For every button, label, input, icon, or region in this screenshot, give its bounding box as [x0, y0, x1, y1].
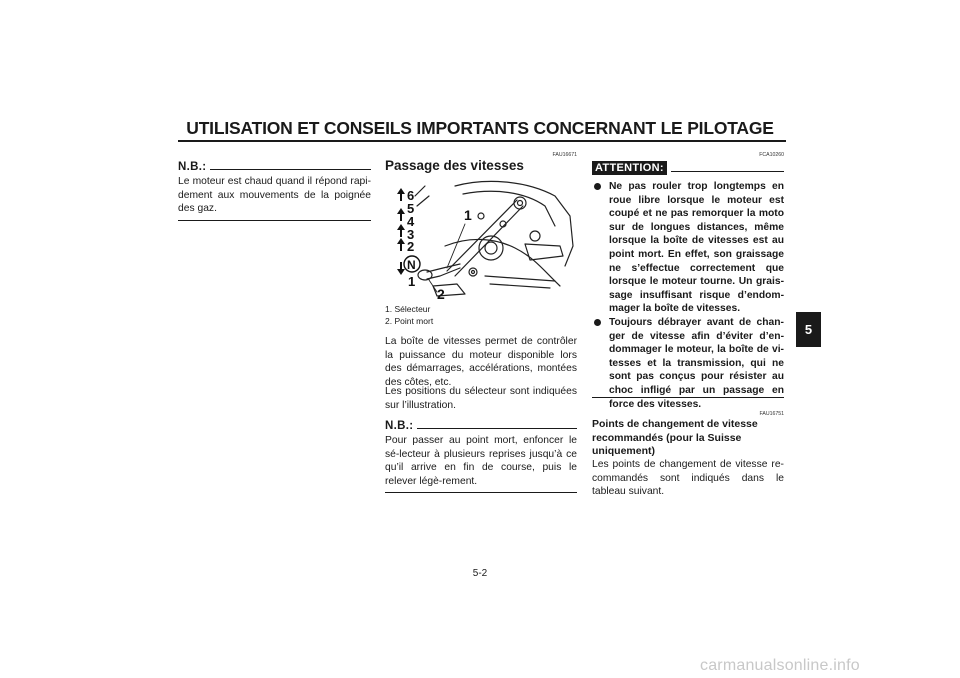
nb-text: Pour passer au point mort, enfoncer le sé-lecteur à plusieurs reprises jusqu’à ce qu’il arrive en fin de course, puis le relever légè-rement.: [385, 435, 577, 487]
middle-nb-block: [385, 420, 577, 493]
header-rule: [178, 140, 786, 142]
bullet-icon: [594, 319, 601, 326]
callout-2-label: 2: [437, 286, 445, 300]
caption-2: 2. Point mort: [385, 315, 434, 326]
caption-1: 1. Sélecteur: [385, 304, 431, 314]
subsection-code: FAU16751: [759, 411, 784, 417]
page-number: 5-2: [472, 568, 488, 579]
gear-label-1: 1: [408, 274, 416, 289]
bolt-2: [478, 213, 484, 219]
subsection-paragraph: Les points de changement de vitesse re-commandés sont indiqués dans le tableau suivant.: [592, 459, 784, 498]
nb-rule: [210, 169, 371, 170]
nb-end-rule: [385, 492, 577, 493]
bolt-4: [530, 231, 540, 241]
attention-item-text: Ne pas rouler trop longtemps en roue libre lorsque le moteur est coupé et ne pas remorquer la moto sur de longues distances, même lorsque la boîte de vitesses est au point mort. En effet, son graissage ne s’effectue correctement que lorsque le moteur tourne. Un grais-sage insuffisant risque d’endom-mager la boîte de vitesses.: [609, 181, 784, 315]
page-header-title: UTILISATION ET CONSEILS IMPORTANTS CONCERNANT LE PILOTAGE: [186, 118, 774, 138]
attention-header: [592, 161, 784, 175]
attention-item: [592, 180, 784, 316]
subsection-title: Points de changement de vitesse recommandés (pour la Suisse uniquement): [592, 418, 758, 457]
nb-text: Le moteur est chaud quand il répond rapi-dement aux mouvements de la poignée des gaz.: [178, 176, 371, 215]
nb-end-rule: [178, 220, 371, 221]
nb-label: N.B.:: [385, 420, 414, 432]
watermark: carmanualsonline.info: [700, 657, 860, 674]
bullet-icon: [594, 183, 601, 190]
gear-label-6: 6: [407, 188, 415, 203]
gear-label-n: N: [407, 258, 416, 272]
gear-shift-diagram: [385, 176, 577, 300]
attention-list: [592, 180, 784, 411]
linkage-pivot-top: [514, 197, 526, 209]
arrow-up-2: [397, 208, 405, 221]
attention-item-text: Toujours débrayer avant de chan-ger de vitesse afin d’éviter d’en-dommager le moteur, la boîte de vi-tesses et la transmission, qui ne sont pas conçus pour résister au choc infligé par un passage en force des vitesses.: [609, 316, 784, 410]
arrow-up-3: [397, 224, 405, 237]
gear-label-2: 2: [407, 239, 415, 254]
shift-paragraph-1: La boîte de vitesses permet de contrôler la puissance du moteur disponible lors des démarrages, accélérations, montées des côtes, etc.: [385, 336, 577, 388]
arrow-up-1: [397, 188, 405, 201]
section-code: FAU16671: [552, 152, 577, 158]
nb-label: N.B.:: [178, 161, 207, 173]
figure-captions: [385, 304, 577, 327]
attention-end-rule: [592, 397, 784, 398]
chapter-tab[interactable]: 5: [796, 312, 821, 347]
shift-pedal-tip: [418, 270, 432, 280]
arrow-up-4: [397, 238, 405, 251]
left-nb-block: [178, 161, 371, 221]
attention-label: ATTENTION:: [592, 161, 667, 175]
gear-label-5: 5: [407, 201, 415, 216]
callout-1-label: 1: [464, 207, 472, 223]
shift-paragraph-2: Les positions du sélecteur sont indiquées sur l’illustration.: [385, 386, 577, 411]
bolt-3: [469, 268, 477, 276]
attention-rule: [671, 171, 784, 172]
section-title: Passage des vitesses: [385, 158, 524, 173]
nb-rule: [417, 428, 577, 429]
gear-label-4: 4: [407, 214, 415, 229]
attention-code: FCA10260: [759, 152, 784, 158]
frame-outline: [455, 181, 573, 266]
gear-label-3: 3: [407, 227, 415, 242]
